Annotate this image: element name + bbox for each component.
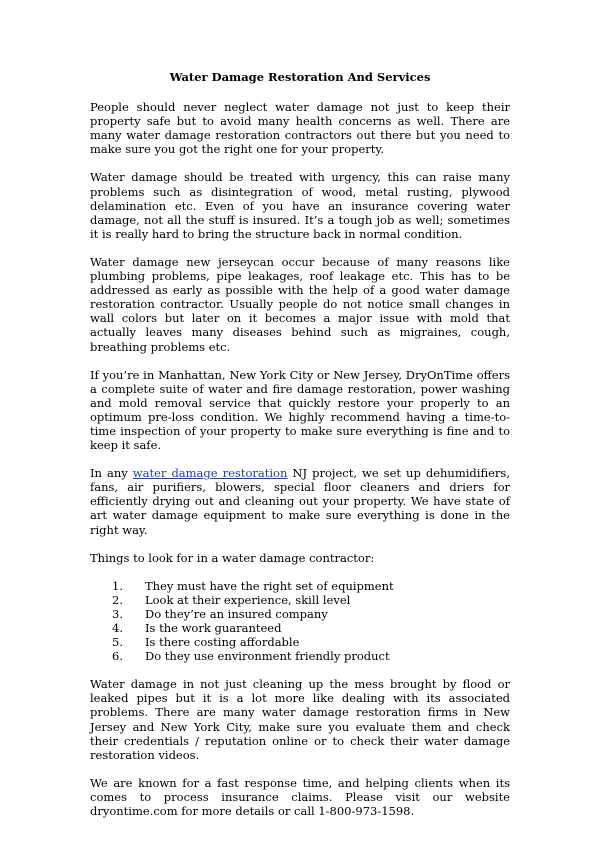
paragraph-1: People should never neglect water damage not just to keep their property safe but to avoid many health concerns as well. There are many water damage restoration contractors out there but you need to make sure you got the right one for your property. <box>90 100 510 157</box>
document-page <box>90 70 510 832</box>
paragraph-3: Water damage new jerseycan occur because of many reasons like plumbing problems, pipe leakages, roof leakage etc. This has to be addressed as early as possible with the help of a good water damage restoration contractor. Usually people do not notice small changes in wall colors but later on it becomes a major issue with mold that actually leaves many diseases behind such as migraines, cough, breathing problems etc. <box>90 254 510 354</box>
list-number: 6. <box>112 649 123 664</box>
paragraph-5 <box>90 466 510 536</box>
list-item <box>90 649 510 663</box>
paragraph-6: Water damage in not just cleaning up the mess brought by flood or leaked pipes but it is a lot more like dealing with its associated problems. There are many water damage restoration firms in New Jersey and New York City, make sure you evaluate them and check their credentials / reputation online or to check their water damage restoration videos. <box>90 677 510 762</box>
paragraph-7: We are known for a fast response time, and helping clients when its comes to process insurance claims. Please visit our website dryontime.com for more details or call 1-800-973-1598. <box>90 775 510 819</box>
list-text: Do they use environment friendly product <box>145 649 390 664</box>
list-text: Is the work guaranteed <box>145 621 282 635</box>
list-text: Look at their experience, skill level <box>145 592 351 607</box>
list-item <box>90 635 510 649</box>
paragraph-5-start: In any <box>90 466 133 481</box>
document-title: Water Damage Restoration And Services <box>169 70 431 84</box>
list-item <box>90 593 510 607</box>
list-text: Do they’re an insured company <box>145 606 328 621</box>
list-number: 3. <box>112 606 123 621</box>
water-damage-restoration-link[interactable]: water damage restoration <box>132 466 288 481</box>
list-item <box>90 607 510 621</box>
paragraph-4: If you’re in Manhattan, New York City or New Jersey, DryOnTime offers a complete suite of water and fire damage restoration, power washing and mold removal service that quickly restore your properly to an optimum pre-loss condition. We highly recommend having a time-to-time inspection of your property to make sure everything is fine and to keep it safe. <box>90 367 510 453</box>
contractor-checklist <box>90 579 510 664</box>
list-text: Is there costing affordable <box>145 635 300 650</box>
paragraph-5-rest: NJ project, we set up dehumidifiers, fans, air purifiers, blowers, special floor cleaners and driers for efficiently drying out and cleaning out your property. We have state of art water damage equipment to make sure everything is done in the right way. <box>90 466 510 537</box>
paragraph-2: Water damage should be treated with urgency, this can raise many problems such as disintegration of wood, metal rusting, plywood delamination etc. Even of you have an insurance covering water damage, not all the stuff is insured. It’s a tough job as well; sometimes it is really hard to bring the structure back in normal condition. <box>90 170 510 241</box>
list-number: 1. <box>112 578 123 593</box>
list-number: 4. <box>112 621 123 635</box>
list-item <box>90 579 510 593</box>
list-number: 5. <box>112 635 123 650</box>
list-intro: Things to look for in a water damage contractor: <box>90 550 375 565</box>
list-number: 2. <box>112 592 123 607</box>
list-text: They must have the right set of equipment <box>145 578 394 593</box>
list-item <box>90 621 510 635</box>
